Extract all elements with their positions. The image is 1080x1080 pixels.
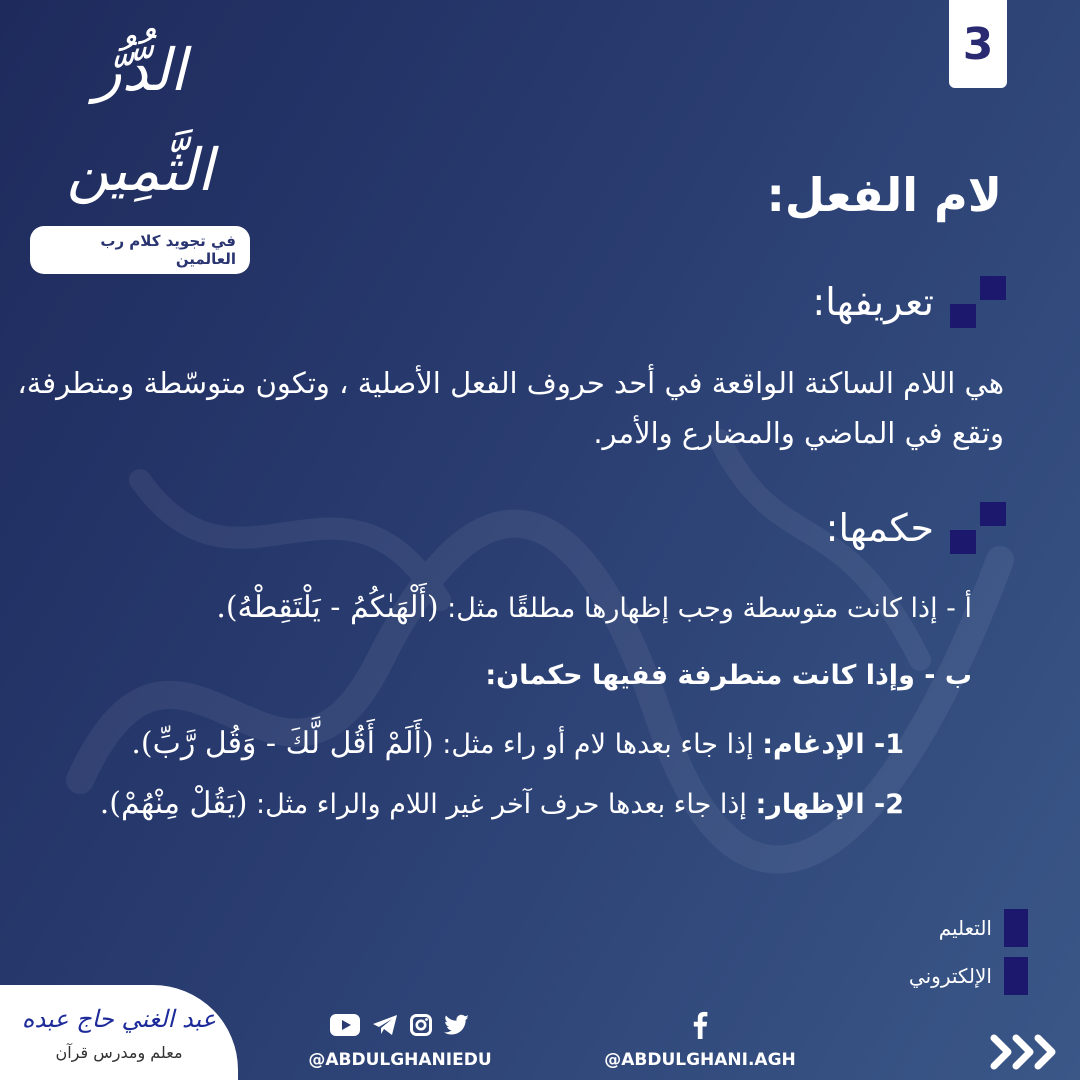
ruling-line-a [216, 590, 972, 625]
tag-square-icon [1004, 909, 1028, 947]
ruling-item-2-example: (يَقُلْ مِنْهُمْ). [99, 786, 248, 821]
ruling-line-a-example: (أَلْهَىٰكُمُ - يَلْتَقِطْهُ). [216, 590, 439, 625]
ruling-item-1-text: إذا جاء بعدها لام أو راء مثل: [442, 729, 754, 760]
social-group-left [305, 1010, 495, 1070]
logo-title: الدُّرُّ الثَّمِين [66, 36, 214, 204]
definition-label: تعريفها: [812, 280, 934, 324]
page-number: 3 [962, 18, 994, 70]
elearning-tag-line-2: الإلكتروني [908, 964, 992, 988]
ruling-item-2 [100, 786, 904, 821]
signature-card [0, 985, 238, 1080]
elearning-tag [848, 904, 1028, 1000]
ruling-item-2-label: 2- الإظهار: [755, 789, 904, 820]
logo-subtitle: في تجويد كلام رب العالمين [30, 226, 250, 274]
social-handle-right[interactable]: @ABDULGHANI.AGH [604, 1050, 796, 1070]
youtube-icon[interactable] [330, 1014, 360, 1036]
square-bullet-icon [948, 276, 1006, 328]
facebook-icon[interactable] [692, 1011, 708, 1039]
definition-text: هي اللام الساكنة الواقعة في أحد حروف الفعل الأصلية ، وتكون متوسّطة ومتطرفة، وتقع في الماضي والمضارع والأمر. [17, 366, 1004, 450]
social-handle-left[interactable]: @ABDULGHANIEDU [308, 1050, 492, 1070]
signature-role: معلم ومدرس قرآن [55, 1043, 183, 1062]
ruling-label: حكمها: [825, 506, 934, 550]
tag-square-icon [1004, 957, 1028, 995]
ruling-line-a-text: أ - إذا كانت متوسطة وجب إظهارها مطلقًا مثل: [447, 593, 972, 624]
elearning-tag-line-1: التعليم [938, 916, 992, 940]
signature-name: عبد الغني حاج عبده [21, 1005, 217, 1033]
page-number-badge [949, 0, 1007, 88]
instagram-icon[interactable] [410, 1014, 432, 1036]
next-arrows-icon[interactable] [990, 1030, 1062, 1074]
telegram-icon[interactable] [372, 1014, 398, 1036]
ruling-item-1-label: 1- الإدغام: [762, 729, 904, 760]
elearning-tag-row-1 [848, 904, 1028, 952]
ruling-item-1-example: (أَلَمْ أَقُل لَّكَ - وَقُل رَّبِّ). [131, 726, 434, 761]
ruling-item-1 [131, 726, 904, 761]
elearning-tag-row-2 [848, 952, 1028, 1000]
square-bullet-icon [948, 502, 1006, 554]
ruling-item-2-text: إذا جاء بعدها حرف آخر غير اللام والراء مثل: [256, 789, 747, 820]
ruling-heading [826, 502, 1006, 554]
twitter-icon[interactable] [444, 1014, 470, 1036]
ruling-line-b: ب - وإذا كانت متطرفة ففيها حكمان: [485, 660, 972, 691]
logo [30, 20, 250, 268]
definition-heading [812, 276, 1006, 328]
social-group-right [600, 1010, 800, 1070]
page-title: لام الفعل: [766, 168, 1002, 222]
